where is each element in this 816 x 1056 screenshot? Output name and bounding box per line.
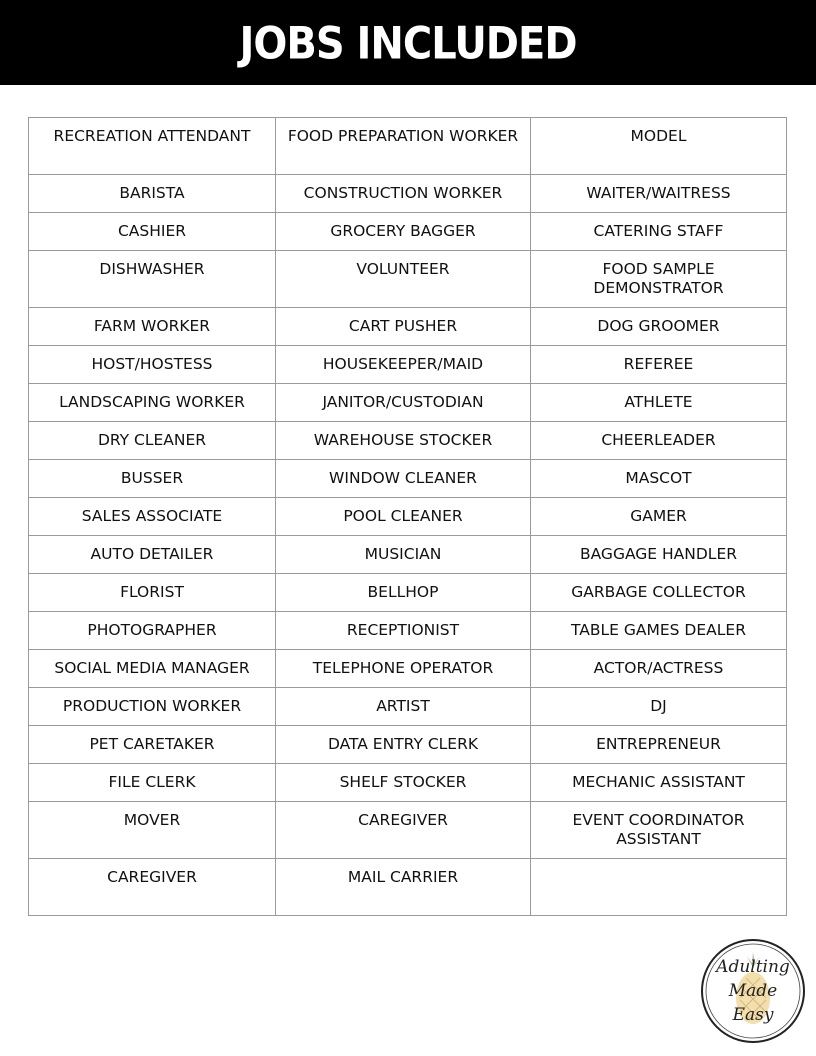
table-row [29,498,787,536]
title-bar [0,0,816,85]
table-row [29,213,787,251]
logo-text-line1: Adulting [716,957,790,977]
table-cell: MASCOT [531,460,787,498]
table-cell: BARISTA [29,175,276,213]
adulting-made-easy-logo [700,938,806,1044]
table-cell: CASHIER [29,213,276,251]
table-cell: PRODUCTION WORKER [29,688,276,726]
table-cell: RECEPTIONIST [276,612,531,650]
table-cell: MUSICIAN [276,536,531,574]
table-row [29,802,787,859]
table-row [29,422,787,460]
table-cell: PHOTOGRAPHER [29,612,276,650]
table-cell: RECREATION ATTENDANT [29,118,276,175]
table-row [29,460,787,498]
table-cell: SOCIAL MEDIA MANAGER [29,650,276,688]
table-cell: GAMER [531,498,787,536]
table-cell: TELEPHONE OPERATOR [276,650,531,688]
table-cell: CATERING STAFF [531,213,787,251]
table-cell: SALES ASSOCIATE [29,498,276,536]
table-cell: DJ [531,688,787,726]
table-row [29,612,787,650]
table-row [29,175,787,213]
table-cell: WAITER/WAITRESS [531,175,787,213]
table-cell: REFEREE [531,346,787,384]
table-cell: GROCERY BAGGER [276,213,531,251]
table-cell: ACTOR/ACTRESS [531,650,787,688]
table-cell: TABLE GAMES DEALER [531,612,787,650]
table-cell: MOVER [29,802,276,859]
table-cell: DOG GROOMER [531,308,787,346]
table-cell [531,859,787,916]
table-row [29,726,787,764]
table-cell: ATHLETE [531,384,787,422]
table-row [29,346,787,384]
table-cell: FILE CLERK [29,764,276,802]
table-row [29,574,787,612]
table-cell: VOLUNTEER [276,251,531,308]
page-title: JOBS INCLUDED [239,17,577,70]
table-cell: ARTIST [276,688,531,726]
table-cell: WINDOW CLEANER [276,460,531,498]
table-cell: JANITOR/CUSTODIAN [276,384,531,422]
table-row [29,384,787,422]
table-cell: CHEERLEADER [531,422,787,460]
table-row [29,251,787,308]
table-cell: MECHANIC ASSISTANT [531,764,787,802]
table-cell: DATA ENTRY CLERK [276,726,531,764]
table-row [29,308,787,346]
table-cell: SHELF STOCKER [276,764,531,802]
logo-text-line2: Made [728,981,778,1001]
table-cell: FLORIST [29,574,276,612]
table-cell: DISHWASHER [29,251,276,308]
table-cell: CAREGIVER [29,859,276,916]
table-row [29,688,787,726]
table-cell: DRY CLEANER [29,422,276,460]
table-cell: HOST/HOSTESS [29,346,276,384]
logo-text-line3: Easy [732,1005,774,1025]
table-row [29,536,787,574]
table-row [29,650,787,688]
table-cell: BAGGAGE HANDLER [531,536,787,574]
table-cell: CART PUSHER [276,308,531,346]
table-row [29,764,787,802]
table-row [29,859,787,916]
table-cell: MAIL CARRIER [276,859,531,916]
jobs-table [28,117,787,916]
table-cell: PET CARETAKER [29,726,276,764]
table-cell: FOOD SAMPLE DEMONSTRATOR [531,251,787,308]
table-cell: LANDSCAPING WORKER [29,384,276,422]
table-cell: AUTO DETAILER [29,536,276,574]
table-cell: MODEL [531,118,787,175]
table-cell: CAREGIVER [276,802,531,859]
table-cell: CONSTRUCTION WORKER [276,175,531,213]
table-cell: BELLHOP [276,574,531,612]
table-cell: ENTREPRENEUR [531,726,787,764]
table-row [29,118,787,175]
table-cell: POOL CLEANER [276,498,531,536]
table-cell: FARM WORKER [29,308,276,346]
table-cell: BUSSER [29,460,276,498]
table-cell: GARBAGE COLLECTOR [531,574,787,612]
table-cell: WAREHOUSE STOCKER [276,422,531,460]
table-cell: FOOD PREPARATION WORKER [276,118,531,175]
table-cell: EVENT COORDINATOR ASSISTANT [531,802,787,859]
table-cell: HOUSEKEEPER/MAID [276,346,531,384]
